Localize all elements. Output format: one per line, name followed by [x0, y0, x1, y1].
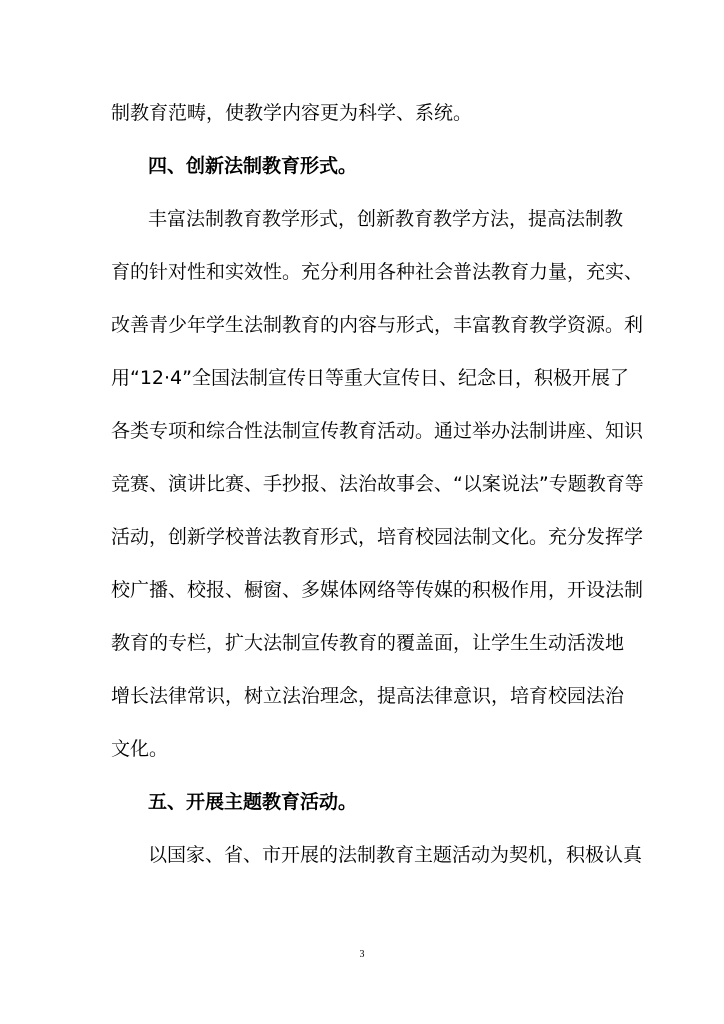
- paragraph-line: 制教育范畴，使教学内容更为科学、系统。: [111, 102, 473, 124]
- paragraph-line: 增长法律常识，树立法治理念，提高法律意识，培育校园法治: [111, 685, 625, 707]
- section-heading: 四、创新法制教育形式。: [148, 155, 358, 177]
- paragraph-line: 活动，创新学校普法教育形式，培育校园法制文化。充分发挥学: [111, 526, 644, 548]
- paragraph-line: 文化。: [111, 738, 169, 760]
- paragraph-line: 用“12·4”全国法制宣传日等重大宣传日、纪念日，积极开展了: [111, 367, 629, 389]
- paragraph-line: 各类专项和综合性法制宣传教育活动。通过举办法制讲座、知识: [111, 420, 644, 442]
- paragraph-line: 丰富法制教育教学形式，创新教育教学方法，提高法制教: [148, 208, 624, 230]
- paragraph-line: 以国家、省、市开展的法制教育主题活动为契机，积极认真: [148, 844, 643, 866]
- paragraph-line: 校广播、校报、橱窗、多媒体网络等传媒的积极作用，开设法制: [111, 579, 644, 601]
- paragraph-line: 教育的专栏，扩大法制宣传教育的覆盖面，让学生生动活泼地: [111, 632, 625, 654]
- paragraph-line: 改善青少年学生法制教育的内容与形式，丰富教育教学资源。利: [111, 314, 644, 336]
- paragraph-line: 竞赛、演讲比赛、手抄报、法治故事会、“以案说法”专题教育等: [111, 473, 644, 495]
- section-heading: 五、开展主题教育活动。: [148, 791, 358, 813]
- paragraph-line: 育的针对性和实效性。充分利用各种社会普法教育力量，充实、: [111, 261, 644, 283]
- page-number: 3: [359, 949, 365, 960]
